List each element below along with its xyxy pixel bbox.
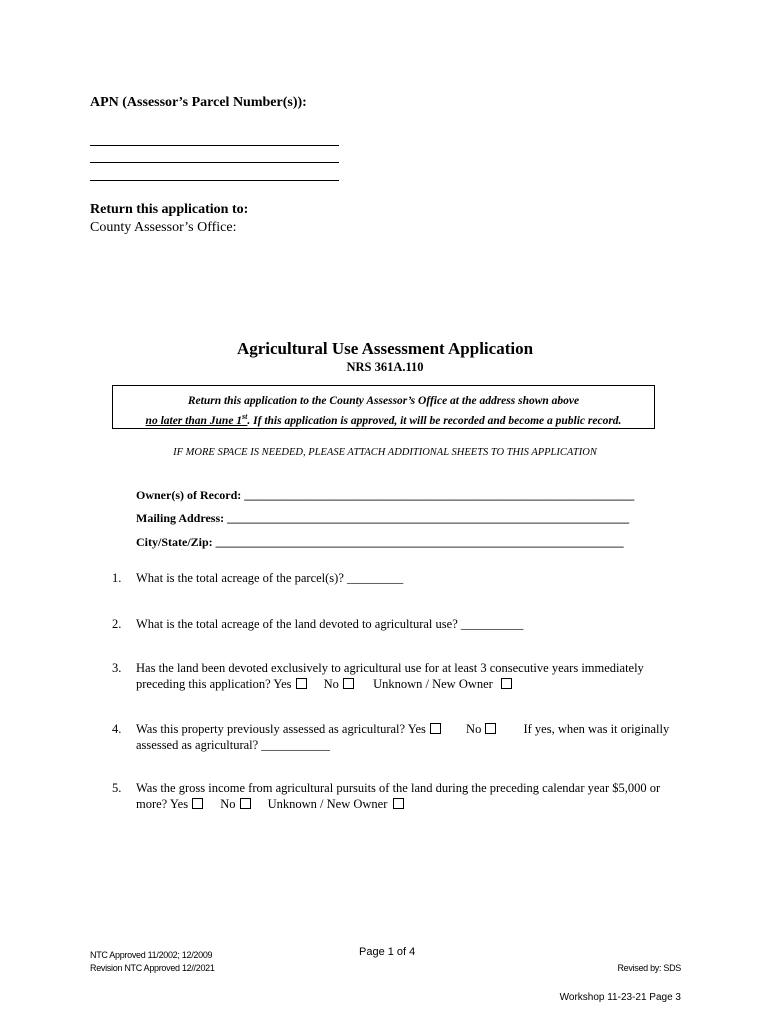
q2-text[interactable]: What is the total acreage of the land devoted to agricultural use? __________ (136, 617, 524, 631)
q4-yes-checkbox[interactable] (430, 723, 441, 734)
q5-line-1: Was the gross income from agricultural pursuits of the land during the preceding calendar year $5,000 or (136, 781, 661, 795)
q3-line-1: Has the land been devoted exclusively to agricultural use for at least 3 consecutive years immediately (136, 661, 644, 675)
q3-number: 3. (112, 661, 122, 675)
apn-line-2[interactable] (90, 162, 339, 163)
notice-box (112, 385, 655, 429)
q4-line-2[interactable]: assessed as agricultural? ___________ (136, 738, 331, 752)
q1-text[interactable]: What is the total acreage of the parcel(s)? _________ (136, 571, 404, 585)
q3-yes-checkbox[interactable] (296, 678, 307, 689)
city-state-zip-field[interactable]: City/State/Zip: ____________________________________________________________________ (136, 535, 624, 549)
q3-no-checkbox[interactable] (343, 678, 354, 689)
notice-line-1: Return this application to the County Assessor’s Office at the address shown above (187, 395, 580, 407)
q5-unknown-checkbox[interactable] (393, 798, 404, 809)
apn-line-3[interactable] (90, 180, 339, 181)
statute-label: NRS 361A.110 (346, 360, 424, 374)
return-label: Return this application to: (90, 202, 249, 217)
q3-line-2: preceding this application? Yes No Unknown / New Owner (136, 676, 512, 692)
notice-deadline: no later than June 1st (145, 412, 248, 427)
q4-line-1: Was this property previously assessed as agricultural? Yes No If yes, when was it originally (136, 722, 670, 736)
apn-line-1[interactable] (90, 145, 339, 146)
q5-yes-checkbox[interactable] (192, 798, 203, 809)
page-title: Agricultural Use Assessment Application (236, 339, 534, 358)
footer-approved-1: NTC Approved 11/2002; 12/2009 (90, 950, 213, 960)
workshop-page: Workshop 11-23-21 Page 3 (559, 992, 681, 1003)
page-number: Page 1 of 4 (359, 946, 416, 958)
q5-no-checkbox[interactable] (240, 798, 251, 809)
q5-number: 5. (112, 781, 122, 795)
office-label: County Assessor’s Office: (90, 220, 237, 235)
q3-unknown-checkbox[interactable] (501, 678, 512, 689)
apn-label: APN (Assessor’s Parcel Number(s)): (90, 95, 307, 110)
owner-field[interactable]: Owner(s) of Record: _________________________________________________________________ (136, 488, 635, 502)
q5-line-2: more? Yes No Unknown / New Owner (136, 796, 404, 812)
revised-by: Revised by: SDS (617, 963, 681, 973)
q4-no-checkbox[interactable] (485, 723, 496, 734)
notice-line-2: no later than June 1st. If this application is approved, it will be recorded and become a public record. (145, 412, 622, 427)
q4-number: 4. (112, 722, 122, 736)
footer-approved-2: Revision NTC Approved 12//2021 (90, 963, 215, 973)
q2-number: 2. (112, 617, 122, 631)
space-note: IF MORE SPACE IS NEEDED, PLEASE ATTACH ADDITIONAL SHEETS TO THIS APPLICATION (173, 447, 597, 458)
q1-number: 1. (112, 571, 122, 585)
mailing-address-field[interactable]: Mailing Address: ___________________________________________________________________ (136, 511, 630, 525)
